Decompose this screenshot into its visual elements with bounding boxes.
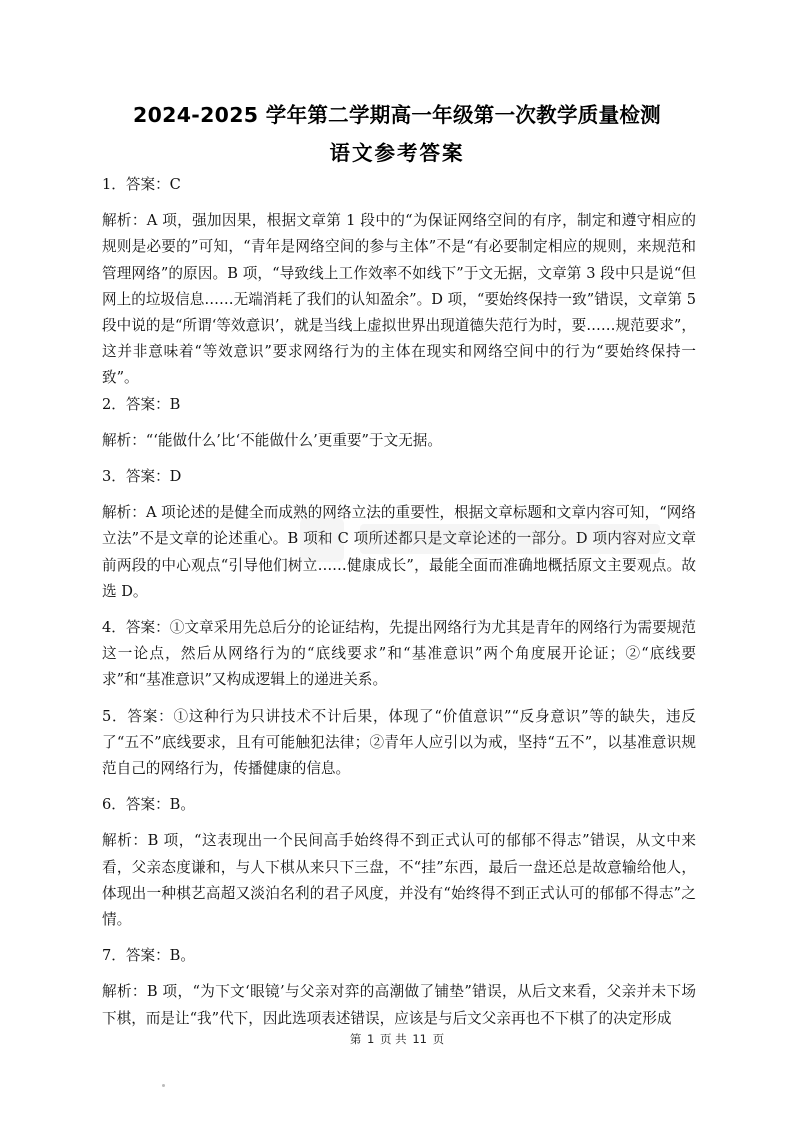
answer-1: 1．答案：C <box>102 176 181 193</box>
analysis-2: 解析：“‘能做什么’比‘不能做什么’更重要”于文无据。 <box>102 431 442 449</box>
answer-5: 5．答案：①这种行为只讲技术不计后果，体现了“价值意识”“反身意识”等的缺失，违反了“五不”底线要求，且有可能触犯法律；②青年人应引以为戒，坚持“五不”，以基准意识规范自己的网络行为，传播健康的信息。 <box>102 707 696 778</box>
footer-suffix: 页 <box>432 1032 445 1046</box>
analysis-6: 解析：B 项，“这表现出一个民间高手始终得不到正式认可的郁郁不得志”错误，从文中来看，父亲态度谦和，与人下棋从来只下三盘，不“挂”东西，最后一盘还总是故意输给他人，体现出一种棋艺高超又淡泊名利的君子风度，并没有“始终得不到正式认可的郁郁不得志”之情。 <box>102 832 696 929</box>
answer-7: 7．答案：B。 <box>102 947 195 965</box>
analysis-3: 解析：A 项论述的是健全而成熟的网络立法的重要性，根据文章标题和文章内容可知，“网络立法”不是文章的论述重心。B 项和 C 项所述都只是文章论述的一部分。D 项内容对应文章前两段的中心观点“引导他们树立……健康成长”，最能全面而准确地概括原文主要观点。故选 D。 <box>102 504 696 600</box>
footer-prefix: 第 <box>349 1032 362 1046</box>
exam-subtitle: 语文参考答案 <box>329 141 465 165</box>
answer-content <box>102 172 696 1032</box>
answer-4: 4．答案：①文章采用先总后分的论证结构，先提出网络行为尤其是青年的网络行为需要规范这一论点，然后从网络行为的“底线要求”和“基准意识”两个角度展开论证；②“底线要求”和“基准意识”又构成逻辑上的递进关系。 <box>102 619 696 689</box>
footer-middle: 页 共 <box>380 1032 407 1046</box>
page-footer <box>0 1031 794 1047</box>
answer-2: 2．答案：B <box>102 395 181 413</box>
scan-dot <box>162 1084 165 1087</box>
footer-page-number: 1 <box>367 1032 375 1046</box>
answer-3: 3．答案：D <box>102 468 182 486</box>
footer-total-pages: 11 <box>412 1032 427 1046</box>
exam-title: 2024-2025 学年第二学期高一年级第一次教学质量检测 <box>133 103 661 127</box>
answer-6: 6．答案：B。 <box>102 796 195 814</box>
analysis-1: 解析：A 项，强加因果，根据文章第 1 段中的“为保证网络空间的有序，制定和遵守相应的规则是必要的”可知，“青年是网络空间的参与主体”不是“有必要制定相应的规则，来规范和管理网络”的原因。B 项，“导致线上工作效率不如线下”于文无据，文章第 3 段中只是说“但网上的垃圾信息……无端消耗了我们的认知盈余”。D 项，“要始终保持一致”错误，文章第 5 段中说的是“所谓‘等效意识’，就是当线上虚拟世界出现道德失范行为时，要……规范要求”，这并非意味着“等效意识”要求网络行为的主体在现实和网络空间中的行为“要始终保持一致”。 <box>102 212 696 387</box>
analysis-7: 解析：B 项，“为下文‘眼镜’与父亲对弈的高潮做了铺垫”错误，从后文来看，父亲并未下场下棋，而是让“我”代下，因此选项表述错误，应该是与后文父亲再也不下棋了的决定形成 <box>102 983 696 1027</box>
